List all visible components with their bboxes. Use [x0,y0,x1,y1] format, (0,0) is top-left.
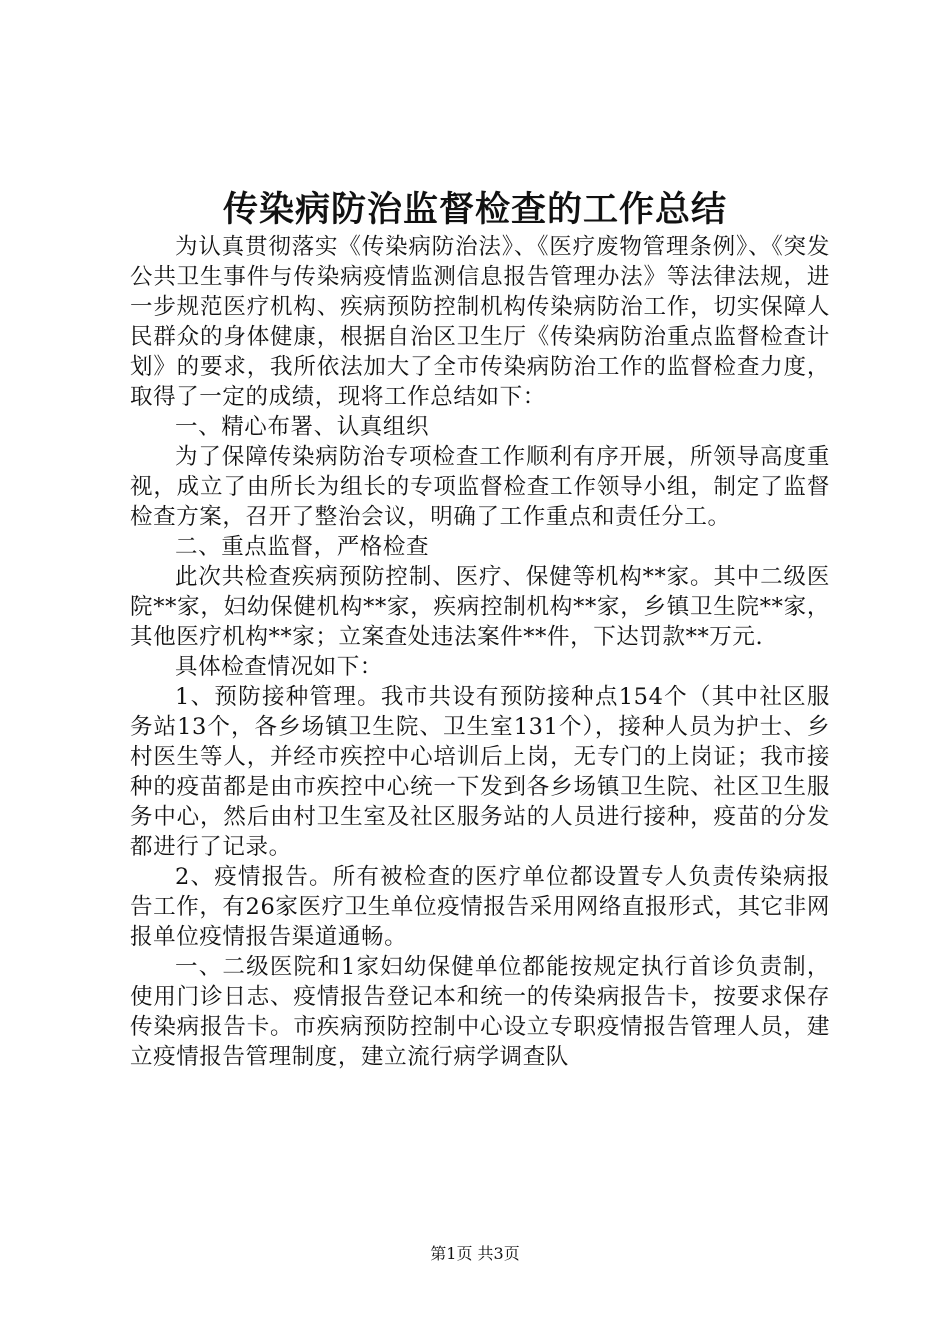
document-title: 传染病防治监督检查的工作总结 [222,189,727,230]
section-heading-1: 一、精心布署、认真组织 [175,414,430,440]
paragraph-section-1: 为了保障传染病防治专项检查工作顺利有序开展，所领导高度重视，成立了由所长为组长的专项监督检查工作领导小组，制定了监督检查方案，召开了整治会议，明确了工作重点和责任分工。 [130,444,830,530]
paragraph-vaccination: 1、预防接种管理。我市共设有预防接种点154个（其中社区服务站13个，各乡场镇卫生院、卫生室131个），接种人员为护士、乡村医生等人，并经市疾控中心培训后上岗，无专门的上岗证；我市接种的疫苗都是由市疾控中心统一下发到各乡场镇卫生院、社区卫生服务中心，然后由村卫生室及社区服务站的人员进行接种，疫苗的分发都进行了记录。 [130,684,830,860]
paragraph-intro: 为认真贯彻落实《传染病防治法》、《医疗废物管理条例》、《突发公共卫生事件与传染病疫情监测信息报告管理办法》等法律法规，进一步规范医疗机构、疾病预防控制机构传染病防治工作，切实保障人民群众的身体健康，根据自治区卫生厅《传染病防治重点监督检查计划》的要求，我所依法加大了全市传染病防治工作的监督检查力度，取得了一定的成绩，现将工作总结如下： [130,234,830,410]
page-footer: 第1页 共3页 [430,1244,520,1263]
section-heading-2: 二、重点监督，严格检查 [175,534,430,560]
paragraph-details-intro: 具体检查情况如下： [175,654,383,680]
paragraph-inspection-summary: 此次共检查疾病预防控制、医疗、保健等机构**家。其中二级医院**家，妇幼保健机构**家，疾病控制机构**家，乡镇卫生院**家，其他医疗机构**家；立案查处违法案件**件，下达罚款**万元. [130,564,830,650]
paragraph-hospitals: 一、二级医院和1家妇幼保健单位都能按规定执行首诊负责制，使用门诊日志、疫情报告登记本和统一的传染病报告卡，按要求保存传染病报告卡。市疾病预防控制中心设立专职疫情报告管理人员，建立疫情报告管理制度，建立流行病学调查队 [130,954,830,1070]
document-body [130,232,830,1072]
paragraph-epidemic-report: 2、疫情报告。所有被检查的医疗单位都设置专人负责传染病报告工作，有26家医疗卫生单位疫情报告采用网络直报形式，其它非网报单位疫情报告渠道通畅。 [130,864,830,950]
